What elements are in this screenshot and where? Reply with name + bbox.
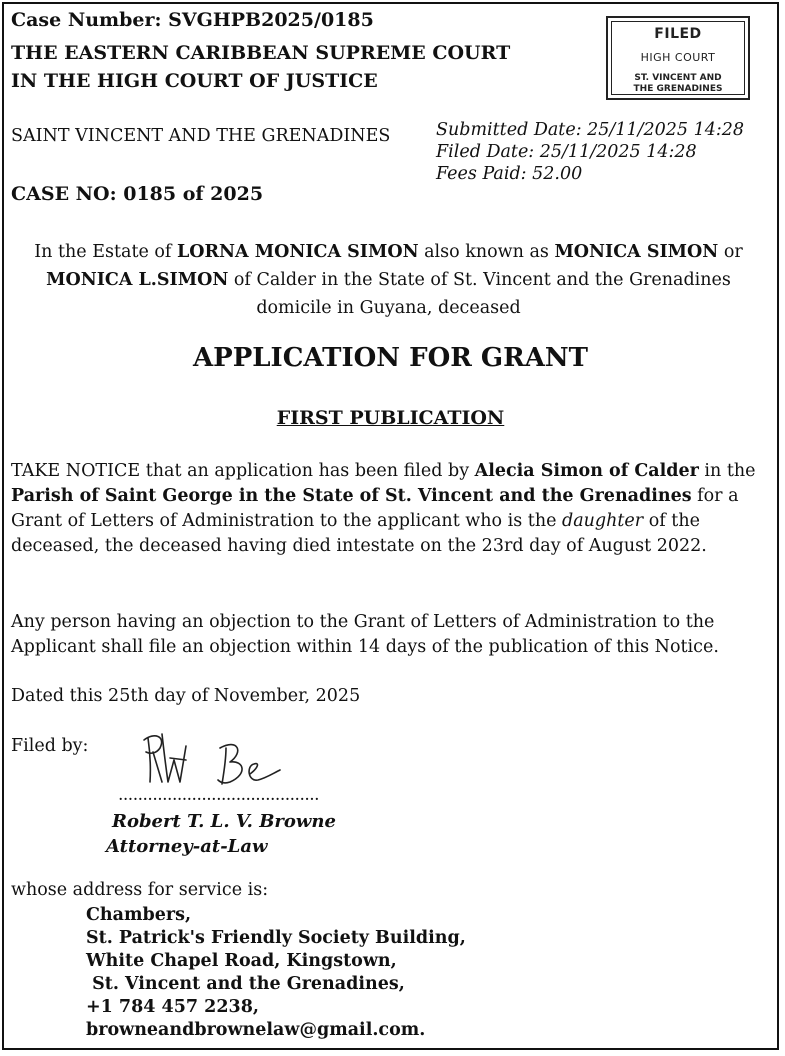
signatory-name: Robert T. L. V. Browne	[112, 811, 336, 832]
service-intro: whose address for service is:	[11, 880, 269, 900]
stamp-filed-label: FILED	[654, 26, 702, 42]
fees-paid: Fees Paid: 52.00	[436, 164, 583, 184]
email-address: browneandbrownelaw@gmail.com.	[86, 1020, 426, 1040]
signature-image	[140, 724, 300, 794]
dated-line: Dated this 25th day of November, 2025	[11, 686, 361, 706]
filing-meta	[436, 119, 744, 185]
objection-paragraph: Any person having an objection to the Grant of Letters of Administration to the Applicant shall file an objection within 14 days of the publication of this Notice.	[11, 612, 719, 657]
address-line: St. Vincent and the Grenadines,	[86, 974, 405, 994]
publication-label: FIRST PUBLICATION	[276, 407, 505, 429]
case-no: CASE NO: 0185 of 2025	[11, 183, 264, 205]
document-title: APPLICATION FOR GRANT	[192, 343, 588, 373]
filed-by-label: Filed by:	[11, 736, 89, 756]
applicant-parish: Parish of Saint George in the State of St. Vincent and the Grenadines	[11, 486, 692, 506]
service-address	[86, 904, 466, 1042]
deceased-name: LORNA MONICA SIMON	[176, 242, 419, 262]
signature-line: .........................................	[118, 785, 320, 805]
relation: daughter	[562, 511, 644, 531]
estate-paragraph: In the Estate of LORNA MONICA SIMON also known as MONICA SIMON or MONICA L.SIMON of Calder in the State of St. Vincent and the Grenadines domicile in Guyana, deceased	[34, 242, 743, 318]
jurisdiction: SAINT VINCENT AND THE GRENADINES	[11, 126, 391, 146]
stamp-court-label: HIGH COURT	[640, 51, 716, 64]
address-line: Chambers,	[86, 905, 192, 925]
court-division: IN THE HIGH COURT OF JUSTICE	[11, 70, 378, 92]
address-line: White Chapel Road, Kingstown,	[86, 951, 397, 971]
case-number: Case Number: SVGHPB2025/0185	[11, 9, 374, 31]
stamp-location: ST. VINCENT AND THE GRENADINES	[633, 73, 723, 94]
alias-1: MONICA SIMON	[554, 242, 719, 262]
applicant-name: Alecia Simon of Calder	[474, 461, 699, 481]
submitted-date: Submitted Date: 25/11/2025 14:28	[436, 120, 745, 140]
filed-date: Filed Date: 25/11/2025 14:28	[436, 142, 697, 162]
notice-paragraph: TAKE NOTICE that an application has been filed by Alecia Simon of Calder in the Parish of Saint George in the State of St. Vincent and the Grenadines for a Grant of Letters of Administration to the applicant who is the daughter of the deceased, the deceased having died intestate on the 23rd day of August 2022.	[11, 461, 756, 556]
phone-number: +1 784 457 2238,	[86, 997, 259, 1017]
court-name: THE EASTERN CARIBBEAN SUPREME COURT	[11, 42, 511, 64]
alias-2: MONICA L.SIMON	[46, 270, 229, 290]
filed-stamp	[606, 16, 750, 100]
address-line: St. Patrick's Friendly Society Building,	[86, 928, 466, 948]
signatory-title: Attorney-at-Law	[106, 836, 268, 857]
